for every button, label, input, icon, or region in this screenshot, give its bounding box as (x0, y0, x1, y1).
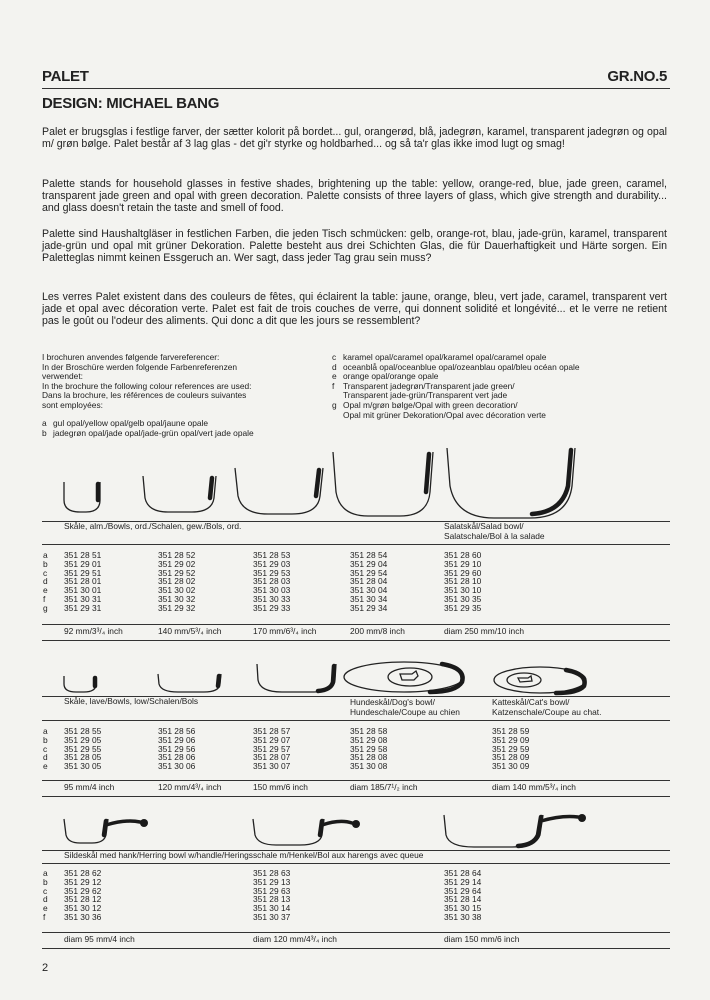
dog-bowl-illustration (344, 662, 464, 692)
herring-bowl-95-illustration (64, 819, 148, 843)
section3-size-rule (42, 932, 670, 933)
section1-col-2: 351 28 52 351 29 02 351 29 52 351 28 02 351 30 02 351 30 32 351 29 32 (158, 550, 196, 613)
section2-letters: a b c d e (43, 726, 48, 772)
salad-bowl-illustration (447, 448, 575, 518)
section2-size-5: diam 140 mm/5³/₄ inch (492, 782, 576, 792)
section2-col-3: 351 28 57 351 29 07 351 29 57 351 28 07 351 30 07 (253, 726, 291, 772)
section3-bottom-rule (42, 948, 670, 949)
section2-col-5: 351 28 59 351 29 09 351 29 59 351 28 09 351 30 09 (492, 726, 530, 772)
section1-bottom-rule (42, 640, 670, 641)
bowl-illustrations-row1 (0, 440, 710, 520)
page-number: 2 (42, 962, 49, 974)
herring-bowl-120-illustration (253, 819, 360, 845)
section1-col-3: 351 28 53 351 29 03 351 29 53 351 28 03 351 30 03 351 30 33 351 29 33 (253, 550, 291, 613)
section1-col-1: 351 28 51 351 29 01 351 29 51 351 28 01 351 30 01 351 30 31 351 29 31 (64, 550, 102, 613)
section3-header-rule (42, 863, 670, 864)
group-number: GR.NO.5 (607, 68, 667, 85)
paragraph-english: Palette stands for household glasses in festive shades, brightening up the table: yellow, orange-red, blue, jade green, caramel, transparent jade green and opal with green decoration. Palette consists of three layers of glass, which give strength and durability... and glass doesn't retain the taste and smell of food. (42, 178, 667, 215)
section2-size-3: 150 mm/6 inch (253, 782, 308, 792)
paragraph-danish: Palet er brugsglas i festlige farver, der sætter kolorit på bordet... gul, orangerød, blå, jadegrøn, karamel, transparent jadegrøn og opal m/ grøn bølge. Palet består af 3 lag glas - det gi'r styrke og holdbarhed... og så ta'r glas ikke imod lugt og smag! (42, 126, 667, 151)
paragraph-german: Palette sind Haushaltgläser in festlichen Farben, die jeden Tisch schmücken: gelb, orange-rot, blau, jade-grün, karamel, transparent jade-grün und opal mit grüner Dekoration. Palette besteht aus drei Schichten Glas, die für Dauerhaftigkeit und Härte sorgen. Ein Paletteglas nimmt keinen Essgeruch an. Wer sagt, dass jeder Tag grau sein muss? (42, 228, 667, 265)
section2-header-rule (42, 720, 670, 721)
low-bowl-150-illustration (257, 664, 336, 692)
salad-label-2: Salatschale/Bol à la salade (444, 531, 545, 541)
colour-list-left: a gul opal/yellow opal/gelb opal/jaune opale b jadegrøn opal/jade opal/jade-grün opal/vert jade opale (42, 418, 254, 438)
bowl-140-illustration (143, 476, 216, 512)
designer-heading: DESIGN: MICHAEL BANG (42, 95, 220, 112)
section2-size-rule (42, 780, 670, 781)
dog-label-2: Hundeschale/Coupe au chien (350, 707, 460, 717)
low-bowl-95-illustration (64, 676, 96, 692)
section2-col-4: 351 28 58 351 29 08 351 29 58 351 28 08 351 30 08 (350, 726, 388, 772)
cat-bowl-illustration (494, 667, 586, 693)
dog-label-1: Hundeskål/Dog's bowl/ (350, 697, 435, 707)
cat-label-1: Katteskål/Cat's bowl/ (492, 697, 570, 707)
section3-col-3: 351 28 64 351 29 14 351 29 64 351 28 14 351 30 15 351 30 38 (444, 868, 482, 922)
section3-size-1: diam 95 mm/4 inch (64, 934, 135, 944)
section1-letters: a b c d e f g (43, 550, 48, 613)
section3-col-2: 351 28 63 351 29 13 351 29 63 351 28 13 351 30 14 351 30 37 (253, 868, 291, 922)
section1-size-2: 140 mm/5³/₄ inch (158, 626, 222, 636)
herring-bowl-150-illustration (444, 814, 586, 847)
section1-size-5: diam 250 mm/10 inch (444, 626, 525, 636)
bowl-200-illustration (333, 452, 433, 516)
section1-label: Skåle, alm./Bowls, ord./Schalen, gew./Bols, ord. (64, 521, 242, 531)
section2-size-2: 120 mm/4³/₄ inch (158, 782, 222, 792)
low-bowl-120-illustration (158, 674, 221, 692)
section3-size-2: diam 120 mm/4³/₄ inch (253, 934, 337, 944)
section3-letters: a b c d e f (43, 868, 48, 922)
bowl-illustrations-row2 (0, 650, 710, 700)
section1-header-rule (42, 544, 670, 545)
section3-label: Sildeskål med hank/Herring bowl w/handle/Heringsschale m/Henkel/Bol aux harengs avec queue (64, 850, 424, 860)
section1-size-1: 92 mm/3³/₄ inch (64, 626, 123, 636)
paragraph-french: Les verres Palet existent dans des couleurs de fêtes, qui éclairent la table: jaune, orange, bleu, vert jade, caramel, transparent vert jade et opal avec décoration verte. Palet est fait de trois couches de verre, qui donnent solidité et longévité... et le verre ne retient pas le goût ou l'odeur des aliments. Qui donc a dit que les jours se ressemblent? (42, 291, 667, 328)
section1-size-4: 200 mm/8 inch (350, 626, 405, 636)
section1-col-4: 351 28 54 351 29 04 351 29 54 351 28 04 351 30 04 351 30 34 351 29 34 (350, 550, 388, 613)
brand-title: PALET (42, 68, 89, 85)
section1-col-5: 351 28 60 351 29 10 351 29 60 351 28 10 351 30 10 351 30 35 351 29 35 (444, 550, 482, 613)
section1-size-3: 170 mm/6³/₄ inch (253, 626, 317, 636)
section2-bottom-rule (42, 796, 670, 797)
bowl-illustrations-row3 (0, 805, 710, 850)
bowl-170-illustration (235, 468, 323, 514)
section3-size-3: diam 150 mm/6 inch (444, 934, 520, 944)
salad-label-1: Salatskål/Salad bowl/ (444, 521, 524, 531)
bowl-92-illustration (64, 482, 100, 512)
section1-size-rule (42, 624, 670, 625)
section2-col-2: 351 28 56 351 29 06 351 29 56 351 28 06 351 30 06 (158, 726, 196, 772)
section2-label: Skåle, lave/Bowls, low/Schalen/Bols (64, 696, 199, 706)
section2-col-1: 351 28 55 351 29 05 351 29 55 351 28 05 351 30 05 (64, 726, 102, 772)
colour-list-right: c karamel opal/caramel opal/karamel opal/caramel opale d oceanblå opal/oceanblue opal/ozeanblau opal/bleu océan opale e orange opal/orange opale f Transparent jadegrøn/Transparent jade green/ Transparent jade-grün/Transparent vert jade g Opal m/grøn bølge/Opal with green decoration/ Opal mit grüner Dekoration/Opal avec décoration verte (332, 352, 580, 420)
header-rule (42, 88, 670, 89)
section2-size-4: diam 185/7¹/₂ inch (350, 782, 418, 792)
section3-col-1: 351 28 62 351 29 12 351 29 62 351 28 12 351 30 12 351 30 36 (64, 868, 102, 922)
cat-label-2: Katzenschale/Coupe au chat. (492, 707, 602, 717)
colour-intro: I brochuren anvendes følgende farvereferencer: In der Broschüre werden folgende Farbenreferenzen verwendet: In the brochure the following colour references are used: Dans la brochure, les références de couleurs suivantes sont employées: (42, 352, 252, 410)
section2-size-1: 95 mm/4 inch (64, 782, 115, 792)
